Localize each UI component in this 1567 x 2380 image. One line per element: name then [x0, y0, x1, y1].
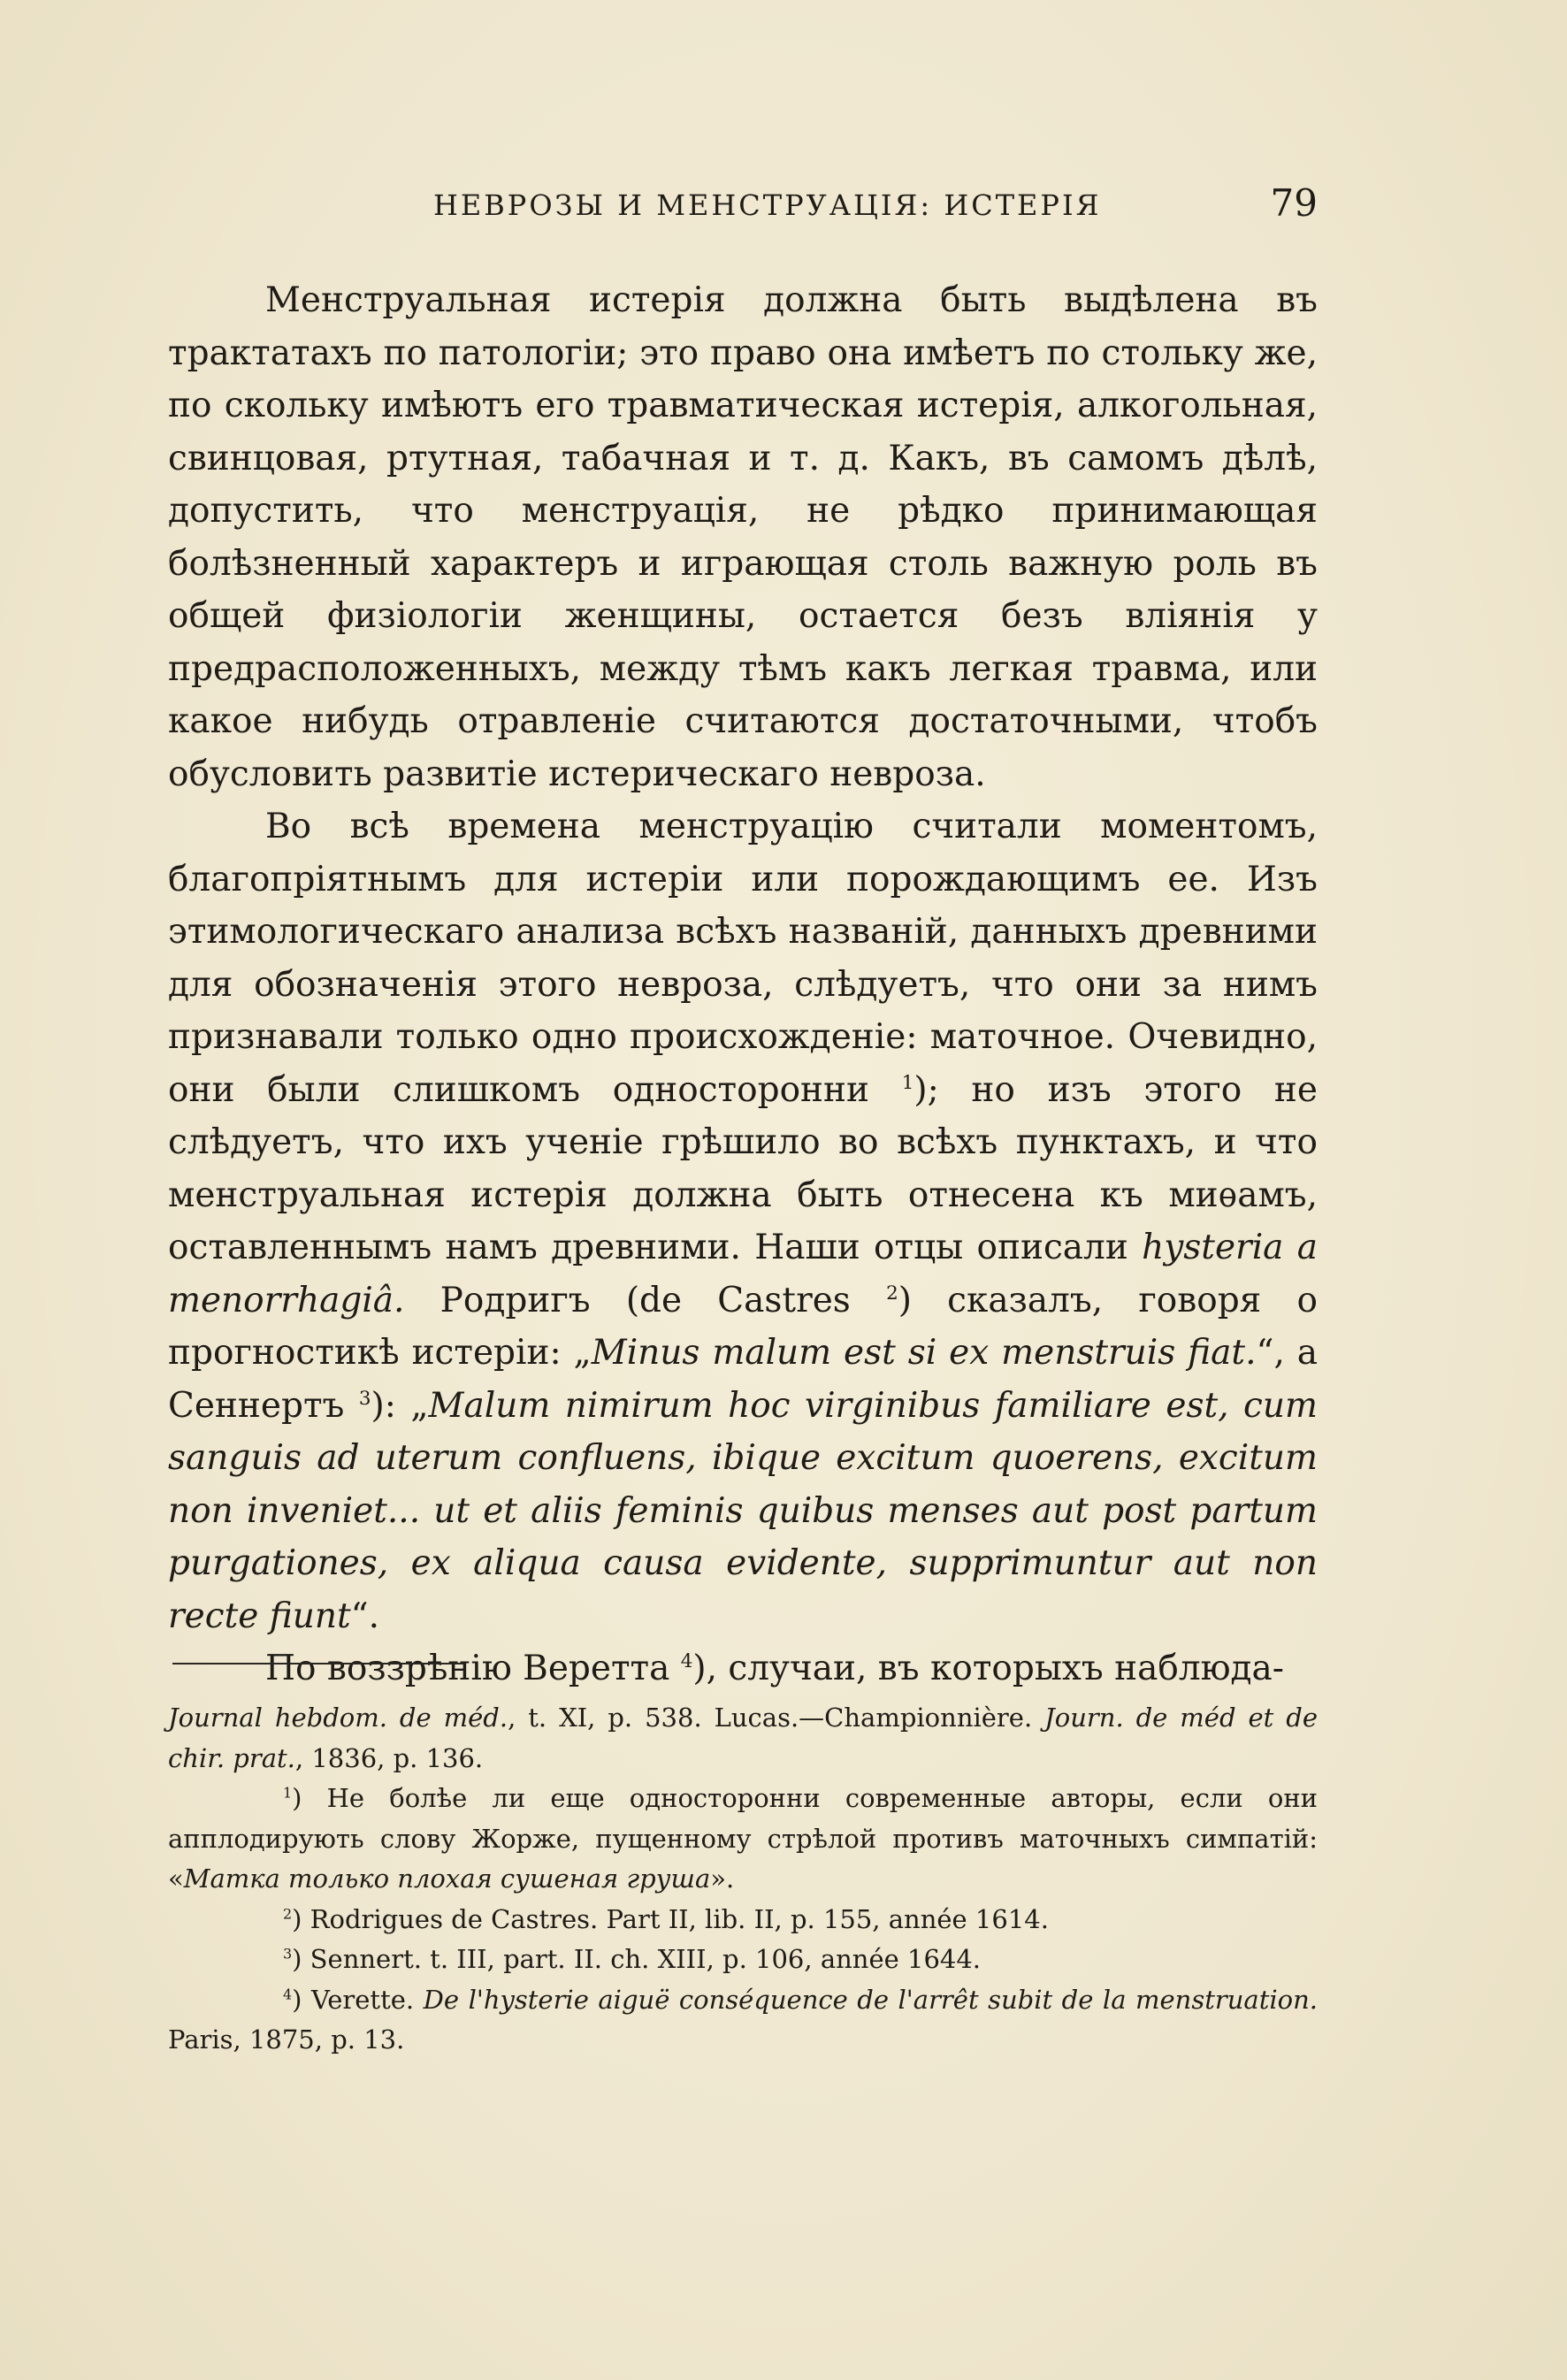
paragraph-2-text: ) сказалъ, говоря о прогностикѣ истеріи: „: [168, 1280, 1318, 1373]
footnote-ref-4: 4: [680, 1650, 693, 1672]
footnote-text: ».: [710, 1863, 735, 1894]
footnote-text: Paris, 1875, p. 13.: [168, 2024, 405, 2055]
main-text: [168, 274, 1318, 1695]
footnote-text: ) Verette.: [292, 1984, 424, 2015]
paragraph-3-text: По воззрѣнію Веретта: [265, 1649, 681, 1688]
citation-title: Journal hebdom. de méd.: [168, 1703, 508, 1733]
latin-quote: Malum nimirum hoc virginibus familiare est, cum sanguis ad uterum confluens, ibique excitum quoerens, excitum non inveniet... ut et aliis feminis quibus menses aut post partum purgationes, ex aliqua causa evidente, supprimuntur aut non recte fiunt: [168, 1385, 1318, 1636]
citation-title: Journ. de méd et de chir. prat.: [168, 1703, 1318, 1773]
running-header: [168, 181, 1318, 234]
footnotes: [168, 1698, 1318, 2061]
footnote-4: [168, 1980, 1318, 2061]
footnote-ref-2: 2: [886, 1282, 898, 1305]
citation-text: , t. XI, p. 538. Lucas.—Championnière.: [508, 1703, 1045, 1733]
page-number: 79: [1270, 181, 1318, 225]
footnote-text: ) Не болѣе ли еще односторонни современные авторы, если они апплодирують слову Жорже, пущенному стрѣлой противъ маточныхъ симпатій: «: [168, 1783, 1318, 1894]
footnote-text: ) Sennert. t. III, part. II. ch. XIII, p. 106, année 1644.: [292, 1944, 982, 1974]
footnote-divider: [172, 1663, 464, 1664]
citation-text: , 1836, p. 136.: [294, 1742, 484, 1773]
footnote-ref-3: 3: [358, 1387, 371, 1410]
footnote-3: [168, 1940, 1318, 1980]
footnote-mark-1: 1: [283, 1784, 293, 1802]
paragraph-1: Менструальная истерія должна быть выдѣлена въ трактатахъ по патологіи; это право она имѣетъ по стольку же, по скольку имѣютъ его травматическая истерія, алкогольная, свинцовая, ртутная, табачная и т. д. Какъ, въ самомъ дѣлѣ, допустить, что менструація, не рѣдко принимающая болѣзненный характеръ и играющая столь важную роль въ общей физіологіи женщины, остается безъ вліянія у предрасположенныхъ, между тѣмъ какъ легкая травма, или какое нибудь отравленіе считаются достаточными, чтобъ обусловить развитіе истерическаго невроза.: [168, 280, 1318, 794]
running-title: НЕВРОЗЫ И МЕНСТРУАЦІЯ: ИСТЕРІЯ: [433, 188, 1102, 222]
footnote-mark-3: 3: [283, 1945, 293, 1963]
footnote-2: [168, 1900, 1318, 1940]
footnote-text: ) Rodrigues de Castres. Part II, lib. II, p. 155, année 1614.: [292, 1903, 1049, 1934]
footnote-mark-2: 2: [283, 1904, 293, 1922]
footnote-quote: Матка только плохая сушеная груша: [183, 1863, 711, 1894]
paragraph-2-text: “, а Сеннертъ: [168, 1333, 1319, 1426]
paragraph-2-text: Родригъ (de Castres: [404, 1280, 887, 1320]
paragraph-2-text: ): „: [371, 1385, 429, 1426]
paragraph-3: [168, 1642, 1318, 1695]
paragraph-2-text: Во всѣ времена менструацію считали моментомъ, благопріятнымъ для истеріи или порождающимъ ее. Изъ этимологическаго анализа всѣхъ названій, данныхъ древними для обозначенія этого невроза, слѣдуетъ, что они за нимъ признавали только одно происхожденіе: маточное. Очевидно, они были слишкомъ односторонни: [168, 807, 1318, 1110]
paragraph-2: [168, 800, 1318, 1642]
latin-term: hysteria a menorrhagiâ.: [168, 1228, 1318, 1320]
footnote-mark-4: 4: [283, 1985, 293, 2002]
paragraph-2-text: ); но изъ этого не слѣдуетъ, что ихъ ученіе грѣшило во всѣхъ пунктахъ, и что менструальная истерія должна быть отнесена къ миѳамъ, оставленнымъ намъ древними. Наши отцы описали: [168, 1069, 1318, 1267]
footnote-title: De l'hysterie aiguë conséquence de l'arrêt subit de la menstruation.: [423, 1984, 1318, 2015]
footnote-continuation: [168, 1698, 1318, 1779]
paragraph-3-text: ), случаи, въ которыхъ наблюда-: [692, 1649, 1284, 1688]
latin-quote: Minus malum est si ex menstruis fiat.: [591, 1333, 1257, 1373]
footnote-1: [168, 1779, 1318, 1900]
paragraph-2-text: “.: [350, 1596, 379, 1636]
footnote-ref-1: 1: [901, 1071, 914, 1094]
